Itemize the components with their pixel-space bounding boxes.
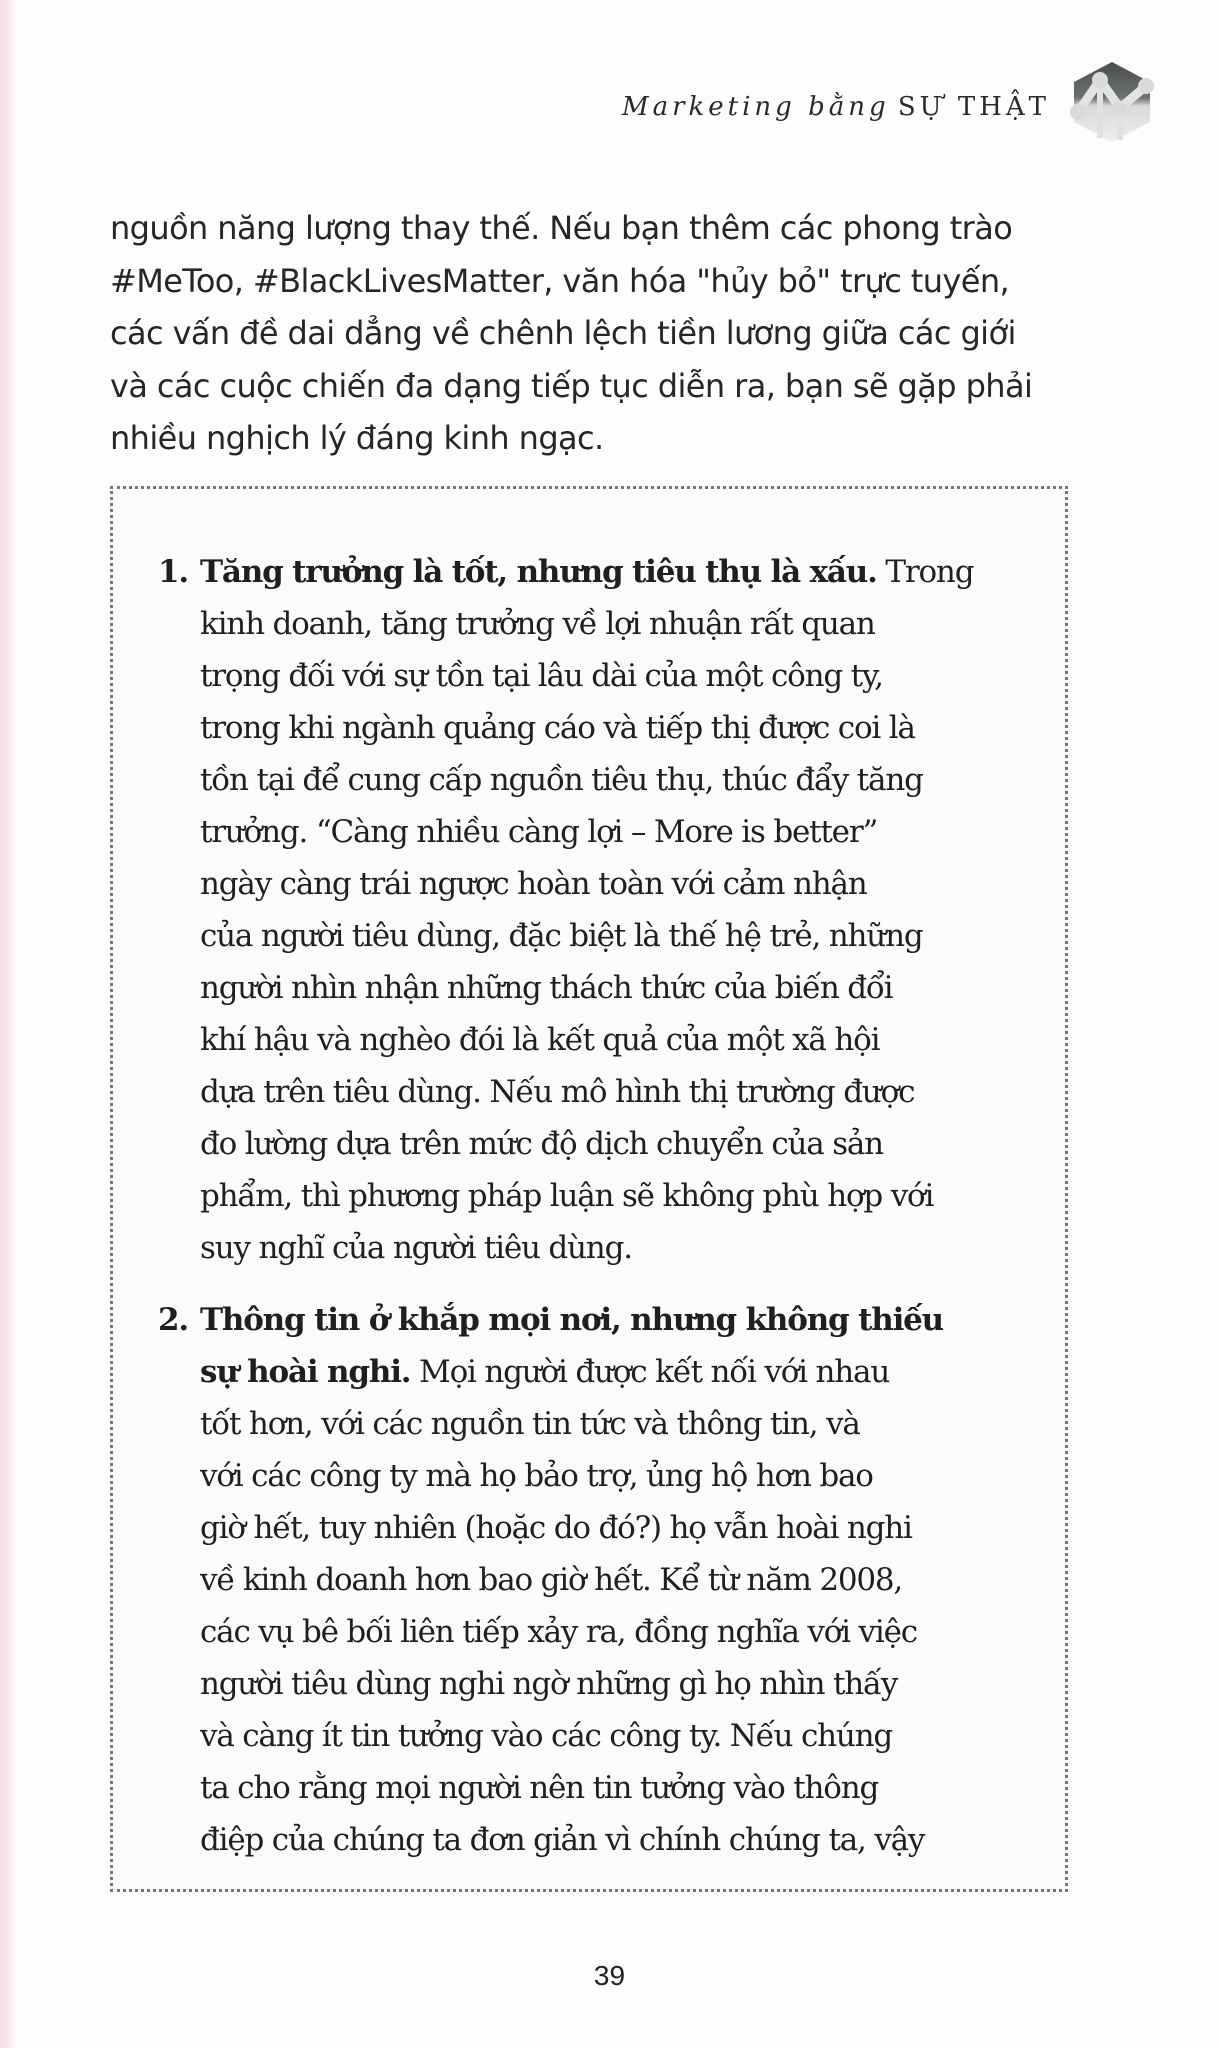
- running-header-title: Marketing bằng: [621, 92, 890, 122]
- list-item-number: 1.: [158, 554, 188, 590]
- text-line: nhiều nghịch lý đáng kinh ngạc.: [110, 419, 604, 457]
- text-line: suy nghĩ của người tiêu dùng.: [200, 1230, 632, 1266]
- list-item: [158, 1294, 1028, 1866]
- text-line: [200, 1346, 1028, 1398]
- text-line: kinh doanh, tăng trưởng về lợi nhuận rất quan: [200, 606, 875, 642]
- text-line: #MeToo, #BlackLivesMatter, văn hóa "hủy bỏ" trực tuyến,: [110, 261, 1010, 300]
- text-line: người tiêu dùng nghi ngờ những gì họ nhìn thấy: [200, 1666, 898, 1702]
- text-line: trong khi ngành quảng cáo và tiếp thị được coi là: [200, 710, 915, 746]
- text-line: tồn tại để cung cấp nguồn tiêu thụ, thúc đẩy tăng: [200, 762, 923, 798]
- text-line: các vấn đề dai dẳng về chênh lệch tiền lương giữa các giới: [110, 314, 1016, 352]
- text-line: dựa trên tiêu dùng. Nếu mô hình thị trường được: [200, 1074, 915, 1110]
- hexagon-chart-logo-icon: [1068, 60, 1156, 144]
- text-line: nguồn năng lượng thay thế. Nếu bạn thêm các phong trào: [110, 209, 1013, 247]
- text-line: khí hậu và nghèo đói là kết quả của một xã hội: [200, 1022, 880, 1058]
- list-item-heading-cont: sự hoài nghi.: [200, 1354, 411, 1390]
- intro-paragraph: [110, 202, 1070, 465]
- text-line: và càng ít tin tưởng vào các công ty. Nếu chúng: [200, 1718, 893, 1754]
- list-item-heading: Thông tin ở khắp mọi nơi, nhưng không thiếu: [200, 1302, 944, 1338]
- numbered-list: [158, 546, 1028, 1866]
- text-line: về kinh doanh hơn bao giờ hết. Kể từ năm 2008,: [200, 1562, 903, 1598]
- text-line: ngày càng trái ngược hoàn toàn với cảm nhận: [200, 866, 867, 902]
- text-line: giờ hết, tuy nhiên (hoặc do đó?) họ vẫn hoài nghi: [200, 1510, 912, 1546]
- list-item-heading: Tăng trưởng là tốt, nhưng tiêu thụ là xấu.: [200, 554, 877, 590]
- text-line: trưởng. “Càng nhiều càng lợi – More is better”: [200, 814, 878, 850]
- running-header-caps: SỰ THẬT: [897, 92, 1050, 122]
- text-line: người nhìn nhận những thách thức của biến đổi: [200, 970, 893, 1006]
- text-line: đo lường dựa trên mức độ dịch chuyển của sản: [200, 1126, 883, 1162]
- list-item-number: 2.: [158, 1302, 188, 1338]
- text-line: ta cho rằng mọi người nên tin tưởng vào thông: [200, 1770, 879, 1806]
- text-line: tốt hơn, với các nguồn tin tức và thông tin, và: [200, 1406, 860, 1442]
- list-item: [158, 546, 1028, 1274]
- text-fragment: Trong: [876, 554, 974, 590]
- text-fragment: Mọi người được kết nối với nhau: [410, 1354, 890, 1390]
- text-line: và các cuộc chiến đa dạng tiếp tục diễn ra, bạn sẽ gặp phải: [110, 366, 1033, 405]
- running-header: [560, 92, 1050, 122]
- page-number: 39: [593, 1960, 626, 1991]
- text-line: các vụ bê bối liên tiếp xảy ra, đồng nghĩa với việc: [200, 1614, 917, 1650]
- text-line: [200, 546, 1028, 598]
- text-line: phẩm, thì phương pháp luận sẽ không phù hợp với: [200, 1178, 934, 1214]
- text-line: với các công ty mà họ bảo trợ, ủng hộ hơn bao: [200, 1458, 873, 1494]
- page-edge-strip: [0, 0, 16, 2048]
- text-line: của người tiêu dùng, đặc biệt là thế hệ trẻ, những: [200, 918, 923, 954]
- text-line: trọng đối với sự tồn tại lâu dài của một công ty,: [200, 658, 883, 694]
- text-line: điệp của chúng ta đơn giản vì chính chúng ta, vậy: [200, 1822, 925, 1858]
